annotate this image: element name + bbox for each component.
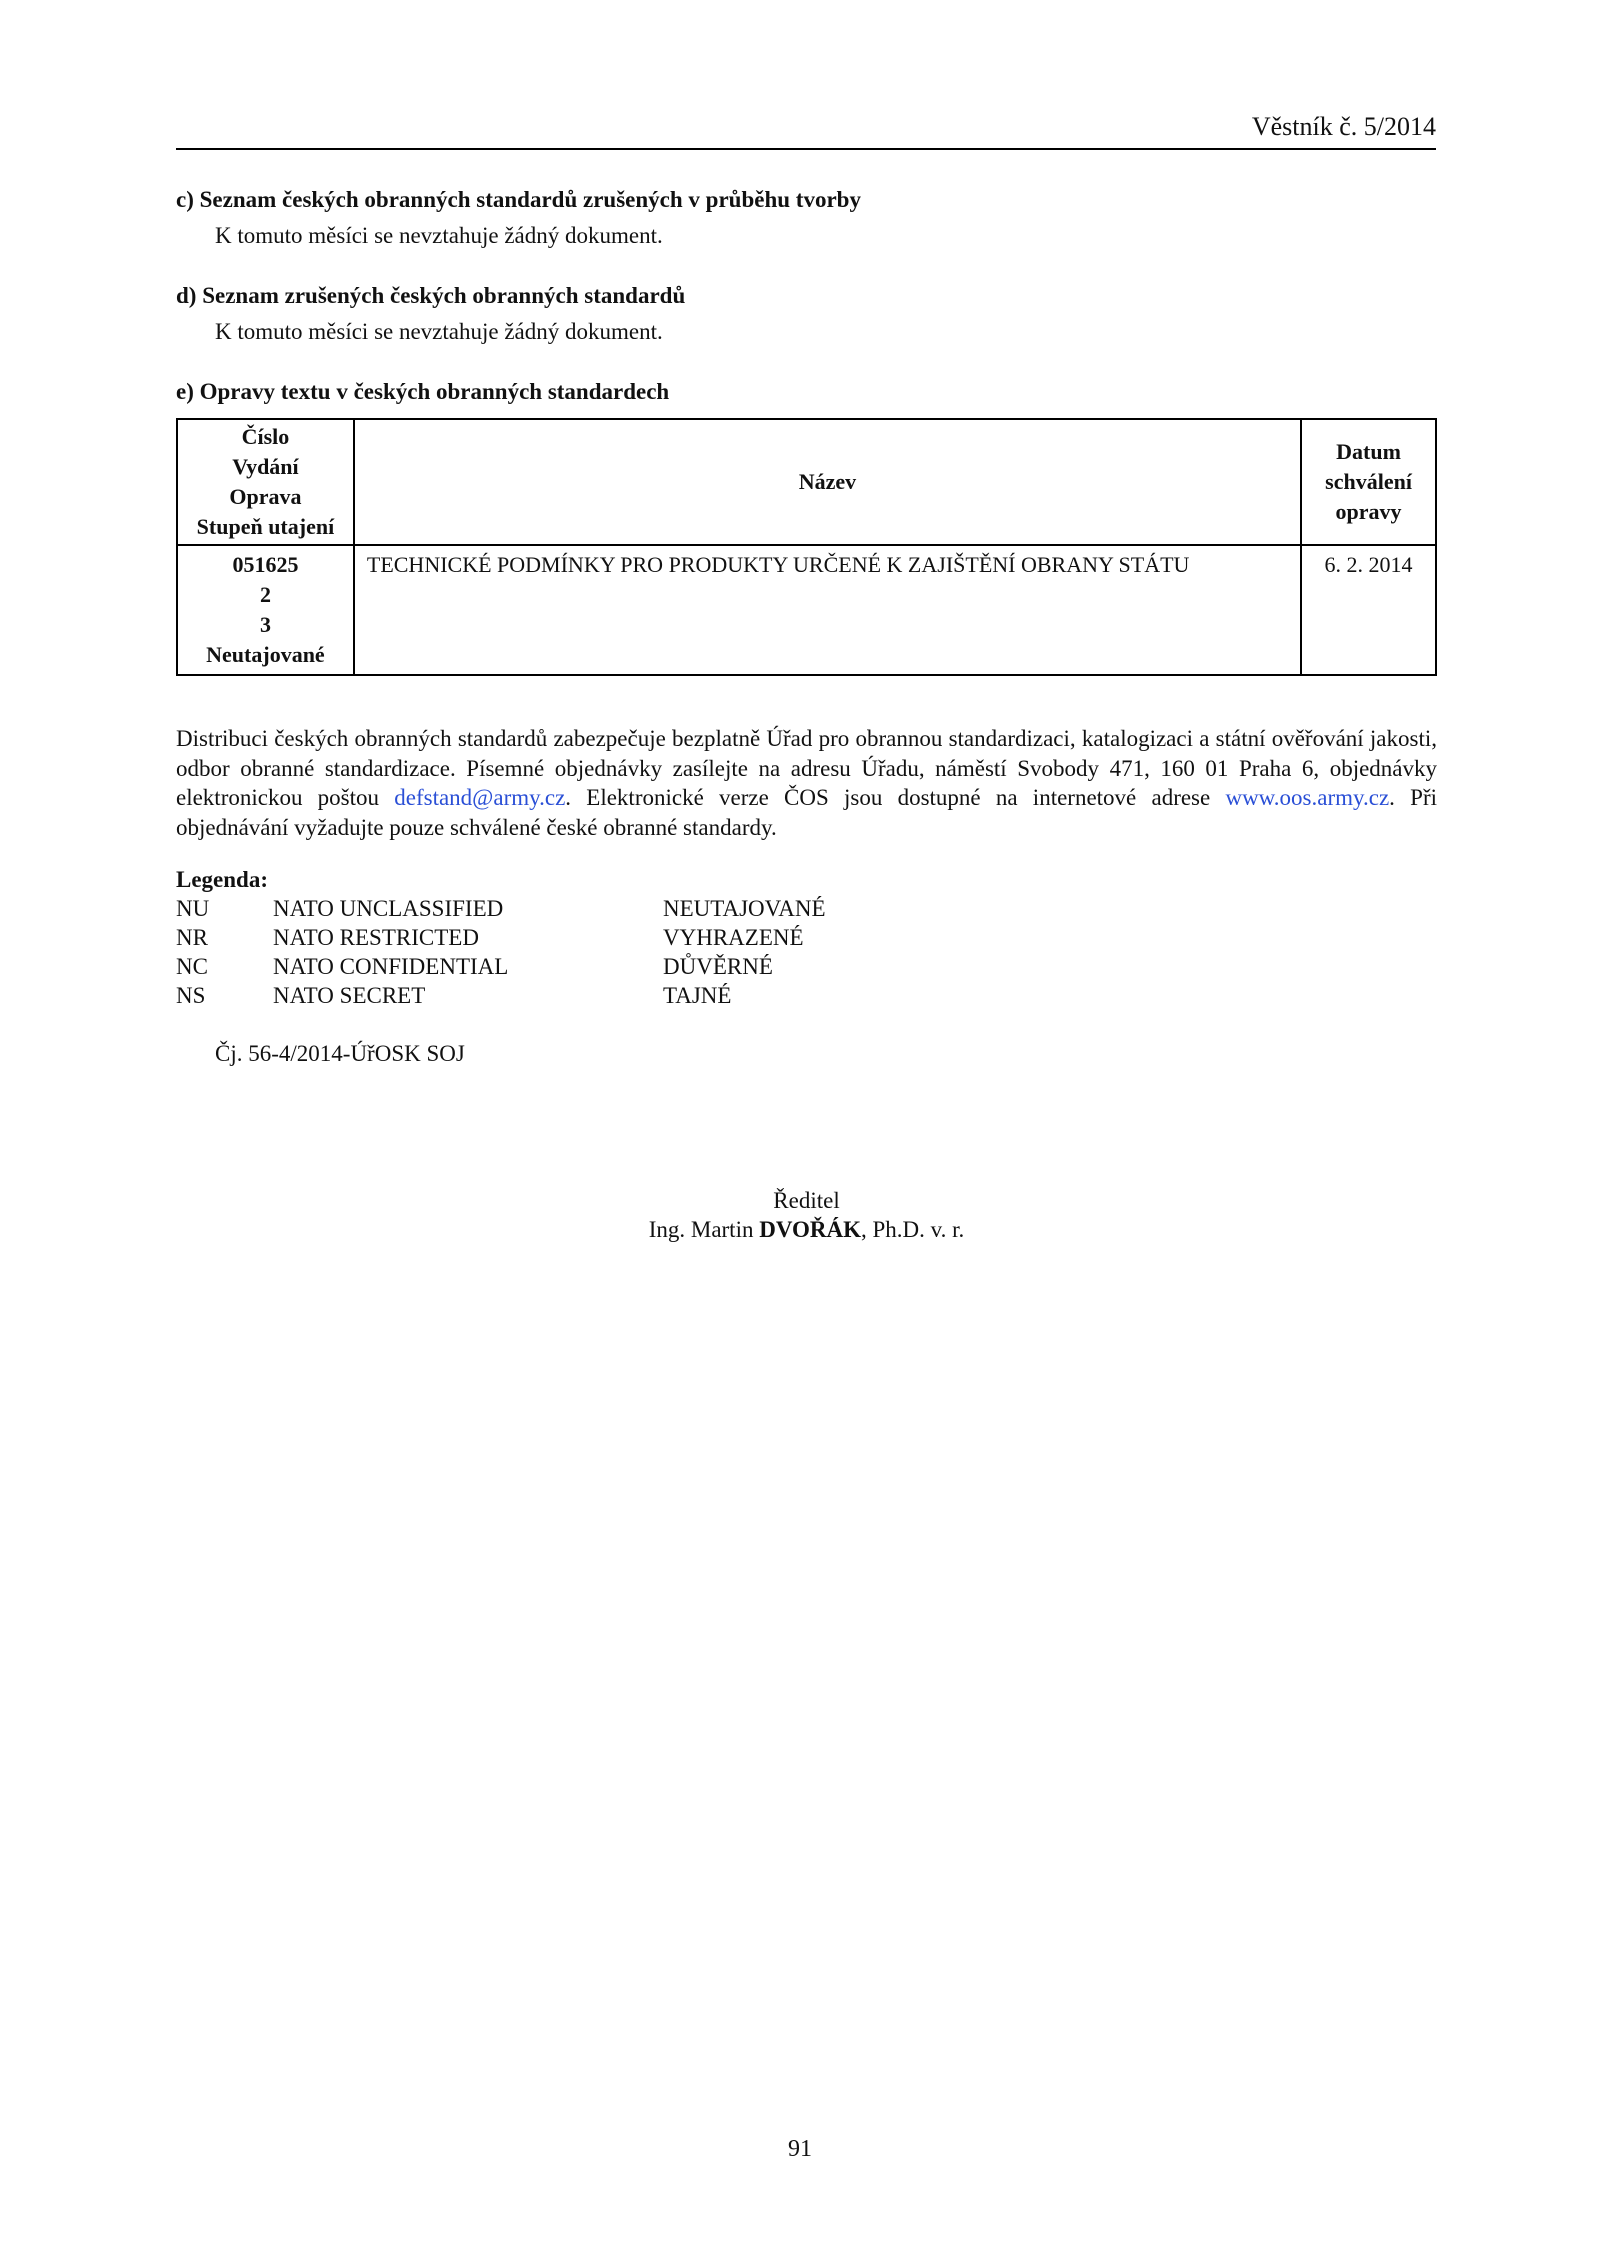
signature-surname: DVOŘÁK <box>759 1217 861 1242</box>
header-date-label: Datum <box>1336 439 1401 464</box>
signature-suffix: , Ph.D. v. r. <box>860 1217 965 1242</box>
signature-name <box>476 1215 1137 1244</box>
signature-role: Ředitel <box>773 1188 840 1213</box>
legend-nato-level: NATO SECRET <box>273 983 426 1008</box>
legend-czech-level: TAJNÉ <box>663 983 732 1008</box>
header-cell-date <box>1301 419 1436 545</box>
section-c-text: K tomuto měsíci se nevztahuje žádný dokument. <box>215 223 663 248</box>
legend-code: NU <box>176 896 210 921</box>
legend-nato-level: NATO UNCLASSIFIED <box>273 896 504 921</box>
distribution-paragraph <box>176 724 1437 842</box>
legend-row <box>176 923 976 952</box>
cell-approval-date: 6. 2. 2014 <box>1301 545 1436 675</box>
header-correction-label: Oprava <box>229 484 302 509</box>
header-cell-name <box>354 419 1301 545</box>
header-approval-label: schválení <box>1325 469 1412 494</box>
legend-row <box>176 894 976 923</box>
section-d-heading: d) Seznam zrušených českých obranných standardů <box>176 283 686 308</box>
header-edition-label: Vydání <box>232 454 299 479</box>
header-cell-number <box>177 419 354 545</box>
cell-standard-info <box>177 545 354 675</box>
bulletin-title: Věstník č. 5/2014 <box>1251 112 1436 141</box>
legend-code: NC <box>176 954 208 979</box>
paragraph-text-3: . Při objednávání vyžadujte pouze schválené české obranné standardy. <box>176 785 1437 840</box>
header-classification-label: Stupeň utajení <box>196 514 335 539</box>
standard-edition: 2 <box>259 582 271 607</box>
page-header <box>176 112 1436 150</box>
section-d-text: K tomuto měsíci se nevztahuje žádný dokument. <box>215 319 663 344</box>
legend-czech-level: VYHRAZENÉ <box>663 925 804 950</box>
standard-number: 051625 <box>232 552 299 577</box>
email-link[interactable]: defstand@army.cz <box>394 785 566 810</box>
corrections-table <box>176 418 1437 676</box>
paragraph-text-2: . Elektronické verze ČOS jsou dostupné na internetové adrese <box>565 785 1226 810</box>
header-number-label: Číslo <box>241 424 290 449</box>
section-c-heading: c) Seznam českých obranných standardů zrušených v průběhu tvorby <box>176 187 861 212</box>
table-header-row <box>177 419 1436 545</box>
reference-number: Čj. 56-4/2014-ÚřOSK SOJ <box>215 1041 465 1066</box>
legend-czech-level: DŮVĚRNÉ <box>663 954 773 979</box>
signature-prefix: Ing. Martin <box>648 1217 760 1242</box>
standard-classification: Neutajované <box>206 642 325 667</box>
legend-row <box>176 981 976 1010</box>
standard-correction: 3 <box>259 612 271 637</box>
legend-code: NR <box>176 925 208 950</box>
header-name-label: Název <box>798 469 857 494</box>
legend-row <box>176 952 976 981</box>
legend-title: Legenda: <box>176 867 268 892</box>
section-e-heading: e) Opravy textu v českých obranných standardech <box>176 379 670 404</box>
website-link[interactable]: www.oos.army.cz <box>1225 785 1390 810</box>
header-fix-label: opravy <box>1335 499 1402 524</box>
page-number: 91 <box>788 2136 812 2162</box>
legend-nato-level: NATO CONFIDENTIAL <box>273 954 509 979</box>
cell-standard-name: TECHNICKÉ PODMÍNKY PRO PRODUKTY URČENÉ K ZAJIŠTĚNÍ OBRANY STÁTU <box>354 545 1301 675</box>
legend-code: NS <box>176 983 206 1008</box>
table-row <box>177 545 1436 675</box>
paragraph-text-1: Distribuci českých obranných standardů zabezpečuje bezplatně Úřad pro obrannou standardizaci, katalogizaci a státní ověřování jakosti, odbor obranné standardizace. Písemné objednávky zasílejte na adresu Úřadu, náměstí Svobody 471, 160 01 Praha 6, objednávky elektronickou poštou <box>176 726 1437 810</box>
legend-nato-level: NATO RESTRICTED <box>273 925 479 950</box>
legend-czech-level: NEUTAJOVANÉ <box>663 896 826 921</box>
